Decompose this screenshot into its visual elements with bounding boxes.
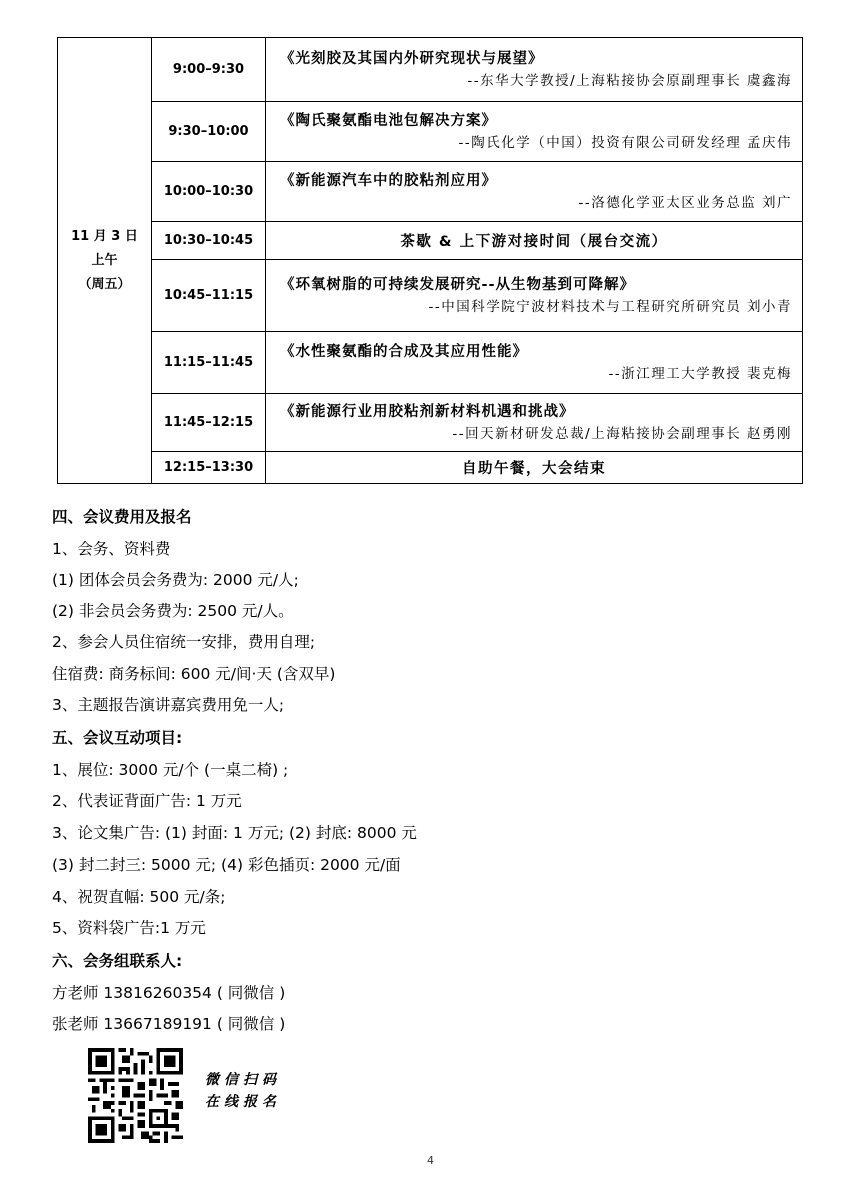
talk-title: 《陶氏聚氨酯电池包解决方案》	[280, 112, 497, 129]
talk-title: 《光刻胶及其国内外研究现状与展望》	[280, 50, 544, 67]
interactive-line: 1、展位: 3000 元/个 (一桌二椅) ;	[52, 761, 289, 779]
talk-cell	[266, 394, 803, 452]
interactive-line: (3) 封二封三: 5000 元; (4) 彩色插页: 2000 元/面	[52, 856, 401, 874]
talk-cell	[266, 38, 803, 102]
interactive-heading: 五、会议互动项目:	[52, 729, 183, 747]
talk-cell	[266, 332, 803, 394]
talk-speaker: --东华大学教授/上海粘接协会原副理事长 虞鑫海	[467, 72, 792, 89]
time-slot: 9:30–10:00	[152, 102, 266, 162]
talk-speaker: --中国科学院宁波材料技术与工程研究所研究员 刘小青	[428, 298, 792, 315]
fees-line: (1) 团体会员会务费为: 2000 元/人;	[52, 571, 299, 589]
lunch-event: 自助午餐，大会结束	[266, 452, 803, 484]
qr-label-line1: 微信扫码	[205, 1072, 281, 1088]
talk-title: 《新能源汽车中的胶粘剂应用》	[280, 172, 497, 189]
contact-fang: 方老师 13816260354 ( 同微信 )	[52, 984, 286, 1002]
page-number: 4	[427, 1154, 434, 1167]
time-slot: 9:00–9:30	[152, 38, 266, 102]
talk-cell	[266, 260, 803, 332]
talk-title: 《环氧树脂的可持续发展研究--从生物基到可降解》	[280, 276, 636, 293]
talk-speaker: --浙江理工大学教授 裴克梅	[608, 365, 792, 382]
break-event: 茶歇 & 上下游对接时间（展台交流）	[266, 222, 803, 260]
interactive-line: 4、祝贺直幅: 500 元/条;	[52, 888, 226, 906]
fees-heading: 四、会议费用及报名	[52, 508, 192, 526]
time-slot: 11:15–11:45	[152, 332, 266, 394]
time-slot: 10:00–10:30	[152, 162, 266, 222]
talk-speaker: --回天新材研发总裁/上海粘接协会副理事长 赵勇刚	[452, 425, 792, 442]
talk-cell	[266, 162, 803, 222]
qr-code-icon[interactable]	[88, 1048, 183, 1143]
fees-line: 1、会务、资料费	[52, 540, 171, 558]
contacts-heading: 六、会务组联系人:	[52, 952, 183, 970]
interactive-line: 3、论文集广告: (1) 封面: 1 万元; (2) 封底: 8000 元	[52, 824, 417, 842]
contact-zhang: 张老师 13667189191 ( 同微信 )	[52, 1015, 286, 1033]
talk-speaker: --陶氏化学（中国）投资有限公司研发经理 孟庆伟	[458, 134, 792, 151]
interactive-line: 2、代表证背面广告: 1 万元	[52, 792, 242, 810]
schedule-table	[57, 37, 803, 484]
time-slot: 10:30–10:45	[152, 222, 266, 260]
talk-title: 《新能源行业用胶粘剂新材料机遇和挑战》	[280, 403, 575, 420]
time-slot: 10:45–11:15	[152, 260, 266, 332]
talk-title: 《水性聚氨酯的合成及其应用性能》	[280, 343, 528, 360]
time-slot: 11:45–12:15	[152, 394, 266, 452]
talk-cell	[266, 102, 803, 162]
talk-speaker: --洛德化学亚太区业务总监 刘广	[578, 194, 792, 211]
day-weekday: （周五）	[78, 276, 131, 292]
fees-line: (2) 非会员会务费为: 2500 元/人。	[52, 602, 294, 620]
time-slot: 12:15–13:30	[152, 452, 266, 484]
day-date: 11 月 3 日	[71, 228, 138, 244]
day-period: 上午	[91, 252, 118, 268]
schedule-day-cell	[58, 38, 152, 484]
fees-line: 2、参会人员住宿统一安排，费用自理;	[52, 633, 316, 651]
interactive-line: 5、资料袋广告:1 万元	[52, 919, 206, 937]
fees-line: 3、主题报告演讲嘉宾费用免一人;	[52, 696, 285, 714]
fees-line: 住宿费: 商务标间: 600 元/间·天 (含双早)	[52, 665, 336, 683]
qr-label-line2: 在线报名	[205, 1094, 281, 1110]
